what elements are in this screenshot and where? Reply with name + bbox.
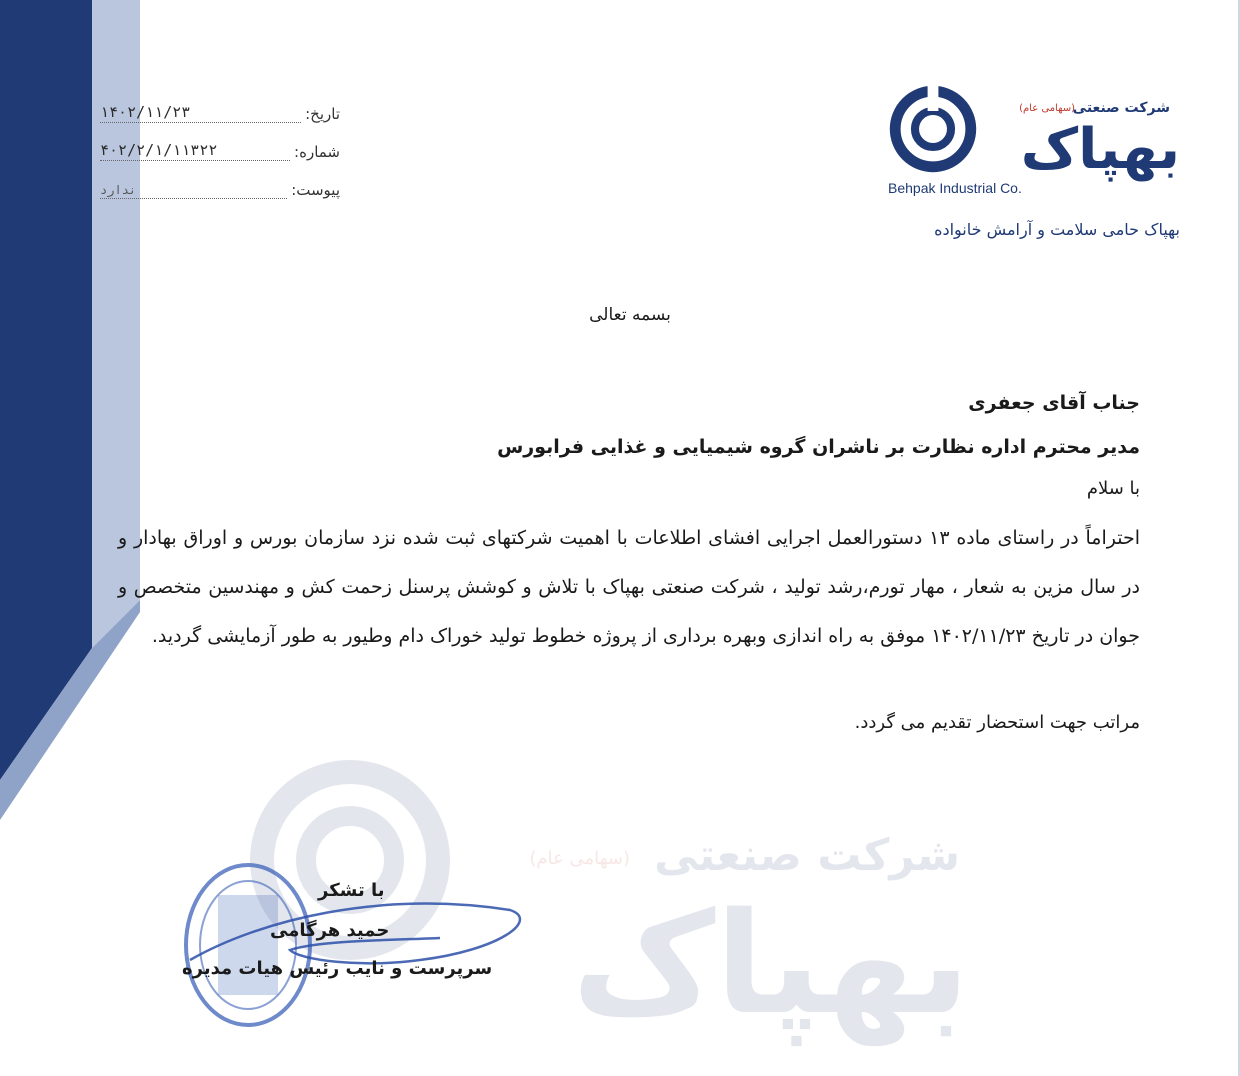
number-row <box>100 123 340 161</box>
signatory-name: حمید هرگامی <box>270 920 390 941</box>
recipient-title: مدیر محترم اداره نظارت بر ناشران گروه شیمیایی و غذایی فرابورس <box>497 436 1140 458</box>
date-value: ۱۴۰۲/۱۱/۲۳ <box>100 103 301 123</box>
letter-closing: مراتب جهت استحضار تقدیم می گردد. <box>854 712 1140 733</box>
date-row <box>100 85 340 123</box>
signature-thanks: با تشکر <box>318 880 385 901</box>
watermark-company-type: (سهامی عام) <box>529 848 630 869</box>
number-label: شماره: <box>294 143 340 161</box>
company-logo-icon <box>888 84 978 174</box>
attachment-value: ندارد <box>100 183 287 199</box>
number-value: ۴۰۲/۲/۱/۱۱۳۲۲ <box>100 141 290 161</box>
attachment-label: پیوست: <box>291 181 340 199</box>
watermark-company-prefix: شرکت صنعتی <box>654 830 960 881</box>
letter-salutation: بسمه تعالی <box>589 305 671 325</box>
letter-body: احتراماً در راستای ماده ۱۳ دستورالعمل اجرایی افشای اطلاعات با اهمیت شرکتهای ثبت شده نزد سازمان بورس و اوراق بهادار و در سال مزین به شعار ، مهار تورم،رشد تولید ، شرکت صنعتی بهپاک با تلاش و کوشش پرسنل زحمت کش و مهندسین متخصص و جوان در تاریخ ۱۴۰۲/۱۱/۲۳ موفق به راه اندازی وبهره برداری از پروژه خطوط تولید خوراک دام وطیور به طور آزمایشی گردید. <box>118 527 1140 647</box>
company-type: (سهامی عام) <box>1019 103 1075 114</box>
letter-meta <box>100 85 340 199</box>
company-english-name: Behpak Industrial Co. <box>888 180 1022 196</box>
company-logo-block <box>880 70 1190 250</box>
recipient-name: جناب آقای جعفری <box>968 392 1140 414</box>
signatory-title: سرپرست و نایب رئیس هیات مدیره <box>182 958 493 979</box>
letter-greeting: با سلام <box>1086 478 1140 499</box>
date-label: تاریخ: <box>305 105 340 123</box>
attachment-row <box>100 161 340 199</box>
watermark-brand-name: بهپاک <box>571 883 970 1046</box>
company-slogan: بهپاک حامی سلامت و آرامش خانواده <box>934 220 1180 239</box>
brand-name: بهپاک <box>1020 117 1180 182</box>
company-prefix: شرکت صنعتی <box>1072 100 1170 116</box>
